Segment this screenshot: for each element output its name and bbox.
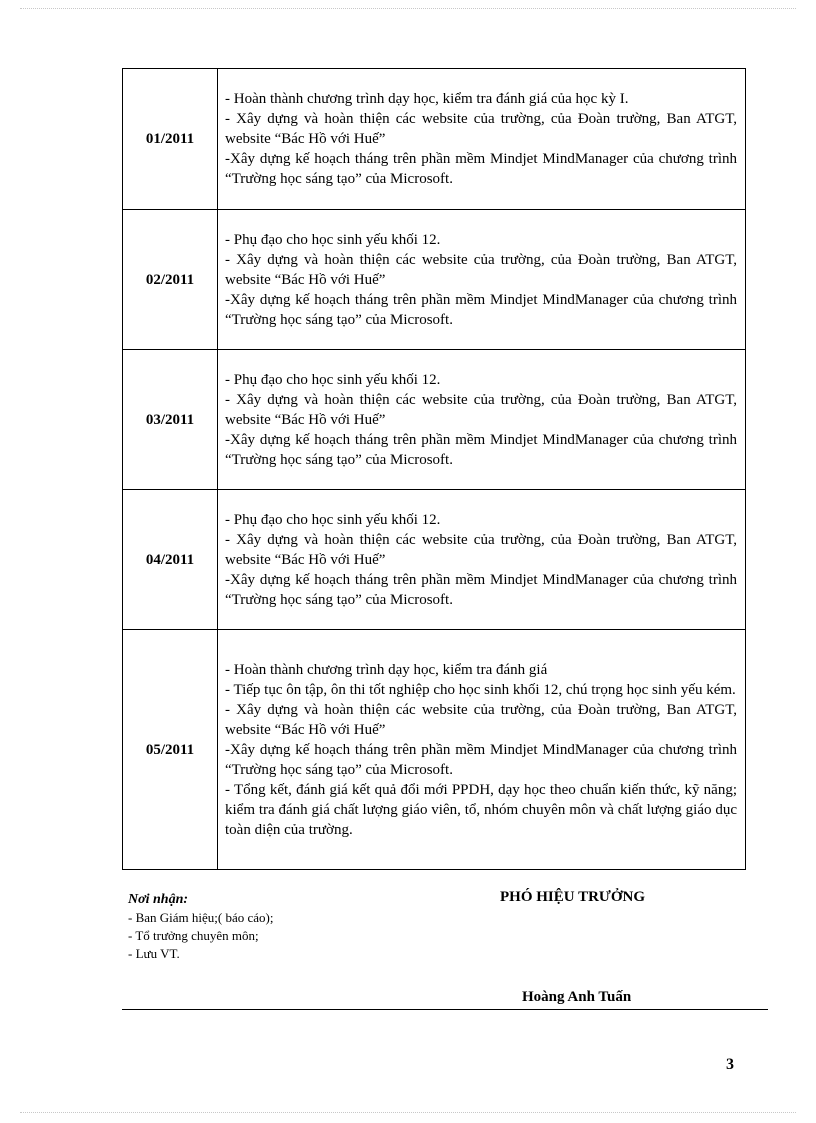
task-item: -Xây dựng kế hoạch tháng trên phần mềm Mindjet MindManager của chương trình “Trường học sáng tạo” của Microsoft. (225, 741, 737, 778)
table-row (123, 350, 746, 490)
task-item: - Tiếp tục ôn tập, ôn thi tốt nghiệp cho học sinh khối 12, chú trọng học sinh yếu kém. (225, 681, 736, 698)
task-item: -Xây dựng kế hoạch tháng trên phần mềm Mindjet MindManager của chương trình “Trường học sáng tạo” của Microsoft. (225, 291, 737, 328)
page-number: 3 (726, 1056, 734, 1073)
task-item: - Hoàn thành chương trình dạy học, kiểm tra đánh giá của học kỳ I. (225, 91, 629, 107)
task-item: - Phụ đạo cho học sinh yếu khối 12. (225, 371, 441, 388)
table-row (123, 69, 746, 210)
task-item: - Xây dựng và hoàn thiện các website của trường, của Đoàn trường, Ban ATGT, website “Bác Hồ với Huế” (225, 531, 737, 568)
recipients-block (128, 891, 273, 963)
recipient-item: - Tổ trưởng chuyên môn; (128, 928, 259, 943)
signer-role: PHÓ HIỆU TRƯỞNG (500, 889, 646, 905)
tasks-cell (218, 490, 746, 630)
recipient-item: - Lưu VT. (128, 946, 180, 961)
task-item: - Phụ đạo cho học sinh yếu khối 12. (225, 231, 441, 248)
task-item: -Xây dựng kế hoạch tháng trên phần mềm Mindjet MindManager của chương trình “Trường học sáng tạo” của Microsoft. (225, 151, 737, 187)
month-cell: 01/2011 (123, 69, 218, 210)
recipient-item: - Ban Giám hiệu;( báo cáo); (128, 910, 274, 925)
month-cell: 04/2011 (123, 490, 218, 630)
tasks-cell (218, 630, 746, 870)
task-item: - Hoàn thành chương trình dạy học, kiểm tra đánh giá (225, 661, 548, 678)
task-item: - Tổng kết, đánh giá kết quả đổi mới PPDH, dạy học theo chuẩn kiến thức, kỹ năng; kiểm tra đánh giá chất lượng giáo viên, tổ, nhóm chuyên môn và chất lượng giáo dục toàn diện của trường. (225, 781, 737, 838)
tasks-cell (218, 350, 746, 490)
recipients-title: Nơi nhận: (128, 892, 189, 907)
tasks-cell (218, 210, 746, 350)
table-row (123, 210, 746, 350)
footer-rule (122, 1009, 768, 1010)
task-item: - Xây dựng và hoàn thiện các website của trường, của Đoàn trường, Ban ATGT, website “Bác Hồ với Huế” (225, 251, 737, 288)
table-row (123, 490, 746, 630)
task-item: -Xây dựng kế hoạch tháng trên phần mềm Mindjet MindManager của chương trình “Trường học sáng tạo” của Microsoft. (225, 571, 737, 608)
task-item: - Xây dựng và hoàn thiện các website của trường, của Đoàn trường, Ban ATGT, website “Bác Hồ với Huế” (225, 111, 737, 147)
month-cell: 05/2011 (123, 630, 218, 870)
task-item: - Xây dựng và hoàn thiện các website của trường, của Đoàn trường, Ban ATGT, website “Bác Hồ với Huế” (225, 391, 737, 428)
month-cell: 02/2011 (123, 210, 218, 350)
task-item: -Xây dựng kế hoạch tháng trên phần mềm Mindjet MindManager của chương trình “Trường học sáng tạo” của Microsoft. (225, 431, 737, 468)
signer-name: Hoàng Anh Tuấn (522, 989, 632, 1005)
task-item: - Xây dựng và hoàn thiện các website của trường, của Đoàn trường, Ban ATGT, website “Bác Hồ với Huế” (225, 701, 737, 738)
table-row (123, 630, 746, 870)
schedule-table (122, 68, 746, 870)
task-item: - Phụ đạo cho học sinh yếu khối 12. (225, 511, 441, 528)
month-cell: 03/2011 (123, 350, 218, 490)
tasks-cell (218, 69, 746, 210)
